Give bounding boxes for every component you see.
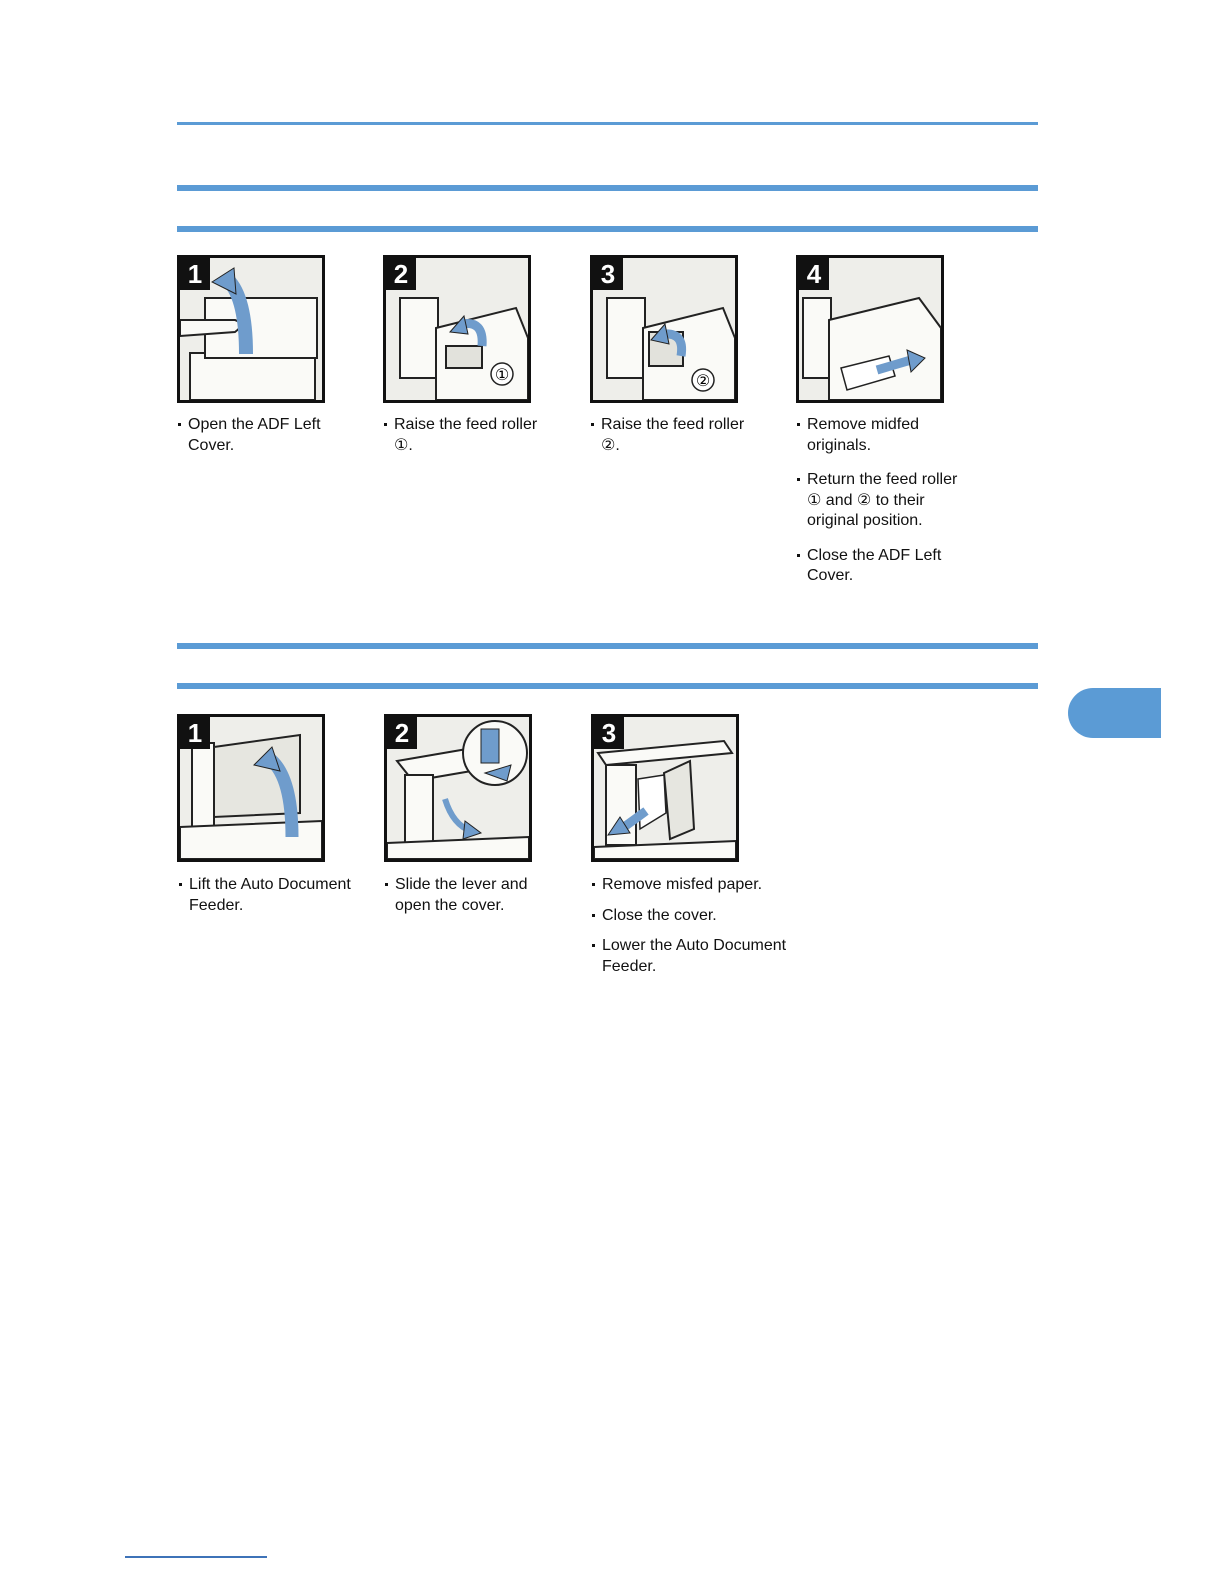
step-number-badge: 1 — [180, 717, 210, 749]
caption-bullet: Slide the lever and open the cover. — [384, 875, 559, 916]
section-b-step-3-caption — [591, 875, 811, 991]
caption-bullet: Lift the Auto Document Feeder. — [178, 875, 353, 916]
section-a-step-4-illustration — [796, 255, 944, 403]
section-b-step-3-illustration — [591, 714, 739, 862]
step-number-badge: 4 — [799, 258, 829, 290]
section-a-step-3-illustration — [590, 255, 738, 403]
caption-bullet: Close the ADF Left Cover. — [796, 546, 976, 587]
section-a-title-rule-top — [177, 185, 1038, 191]
caption-bullet: Close the cover. — [591, 906, 811, 927]
section-b-title-rule-top — [177, 643, 1038, 649]
caption-bullet: Return the feed roller ① and ② to their original position. — [796, 470, 976, 532]
caption-bullet: Lower the Auto Document Feeder. — [591, 936, 811, 977]
step-number-badge: 1 — [180, 258, 210, 290]
header-rule — [177, 122, 1038, 125]
section-b-title-rule-bottom — [177, 683, 1038, 689]
step-number-badge: 3 — [593, 258, 623, 290]
section-a-step-3-caption — [590, 415, 765, 470]
caption-bullet: Remove midfed originals. — [796, 415, 976, 456]
step-number-badge: 2 — [387, 717, 417, 749]
caption-bullet: Open the ADF Left Cover. — [177, 415, 347, 456]
section-b-step-2-illustration — [384, 714, 532, 862]
section-b-step-1-illustration — [177, 714, 325, 862]
chapter-tab[interactable] — [1068, 688, 1161, 738]
section-a-step-4-caption — [796, 415, 976, 601]
section-a-step-1-caption — [177, 415, 347, 470]
roller-marker-one: ① — [494, 365, 510, 384]
caption-bullet: Raise the feed roller ①. — [383, 415, 558, 456]
section-a-title-rule-bottom — [177, 226, 1038, 232]
section-a-step-2-illustration — [383, 255, 531, 403]
section-b-step-2-caption — [384, 875, 559, 930]
step-number-badge: 2 — [386, 258, 416, 290]
footer-link-underline[interactable] — [125, 1556, 267, 1558]
section-b-step-1-caption — [178, 875, 353, 930]
roller-marker-two: ② — [695, 371, 711, 390]
step-number-badge: 3 — [594, 717, 624, 749]
section-a-step-2-caption — [383, 415, 558, 470]
section-a-step-1-illustration — [177, 255, 325, 403]
caption-bullet: Raise the feed roller ②. — [590, 415, 765, 456]
caption-bullet: Remove misfed paper. — [591, 875, 811, 896]
